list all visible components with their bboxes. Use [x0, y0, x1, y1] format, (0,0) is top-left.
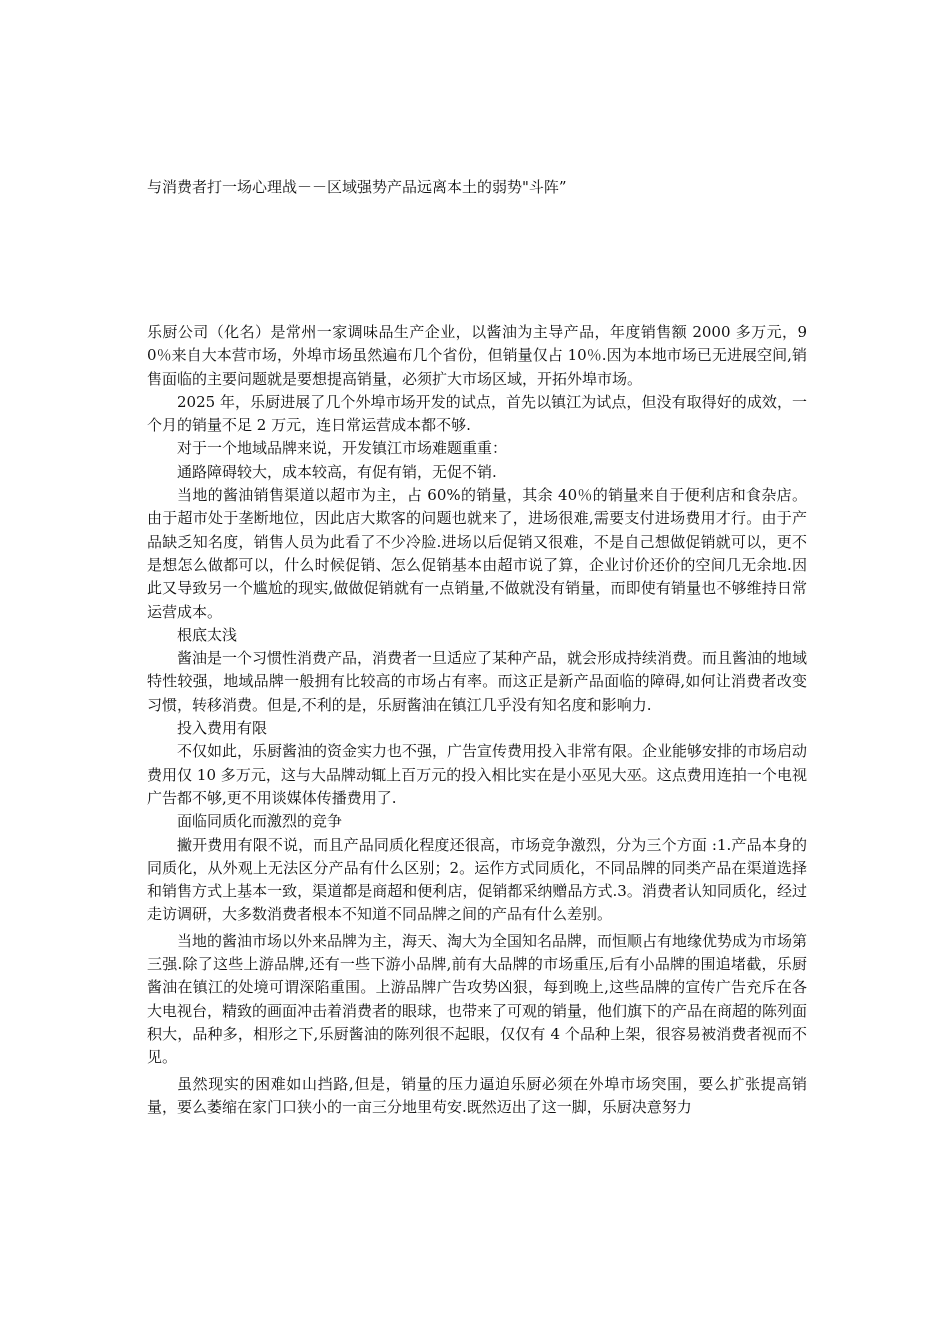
document-title: 与消费者打一场心理战－－区域强势产品远离本土的弱势"斗阵” [147, 178, 567, 196]
paragraph: 酱油是一个习惯性消费产品，消费者一旦适应了某种产品，就会形成持续消费。而且酱油的地域特性较强，地域品牌一般拥有比较高的市场占有率。而这正是新产品面临的障碍,如何让消费者改变习惯，转移消费。但是,不利的是，乐厨酱油在镇江几乎没有知名度和影响力. [147, 649, 808, 714]
section-heading: 投入费用有限 [177, 719, 268, 738]
paragraph: 通路障碍较大，成本较高，有促有销，无促不销. [177, 462, 497, 481]
paragraph: 当地的酱油销售渠道以超市为主，占 60%的销量，其余 40％的销量来自于便利店和食杂店。由于超市处于垄断地位，因此店大欺客的问题也就来了，进场很难,需要支付进场费用才行。由于产品缺乏知名度，销售人员为此看了不少冷脸.进场以后促销又很难，不是自己想做促销就可以，更不是想怎么做都可以，什么时候促销、怎么促销基本由超市说了算，企业讨价还价的空间几无余地.因此又导致另一个尴尬的现实,做做促销就有一点销量,不做就没有销量，而即使有销量也不够维持日常运营成本。 [147, 486, 807, 621]
section-heading: 面临同质化而激烈的竞争 [177, 812, 343, 831]
paragraph: 不仅如此，乐厨酱油的资金实力也不强，广告宣传费用投入非常有限。企业能够安排的市场启动费用仅 10 多万元，这与大品牌动辄上百万元的投入相比实在是小巫见大巫。这点费用连拍一个电视广告都不够,更不用谈媒体传播费用了. [147, 742, 808, 807]
paragraph: 虽然现实的困难如山挡路,但是，销量的压力逼迫乐厨必须在外埠市场突围，要么扩张提高销量，要么萎缩在家门口狭小的一亩三分地里苟安.既然迈出了这一脚，乐厨决意努力 [147, 1074, 807, 1116]
paragraph: 当地的酱油市场以外来品牌为主，海天、淘大为全国知名品牌，而恒顺占有地缘优势成为市场第三强.除了这些上游品牌,还有一些下游小品牌,前有大品牌的市场重压,后有小品牌的围追堵截，乐厨酱油在镇江的处境可谓深陷重围。上游品牌广告攻势凶狠，每到晚上,这些品牌的宣传广告充斥在各大电视台，精致的画面冲击着消费者的眼球，也带来了可观的销量，他们旗下的产品在商超的陈列面积大，品种多，相形之下,乐厨酱油的陈列很不起眼，仅仅有 4 个品种上架，很容易被消费者视而不见。 [147, 931, 808, 1067]
section-heading: 根底太浅 [177, 625, 238, 644]
paragraph: 乐厨公司（化名）是常州一家调味品生产企业，以酱油为主导产品，年度销售额 2000 多万元，90％来自大本营市场，外埠市场虽然遍布几个省份，但销量仅占 10％.因为本地市场已无进展空间,销售面临的主要问题就是要想提高销量，必须扩大市场区域，开拓外埠市场。 [147, 323, 807, 388]
paragraph: 2025 年，乐厨进展了几个外埠市场开发的试点，首先以镇江为试点，但没有取得好的成效，一个月的销量不足 2 万元，连日常运营成本都不够. [147, 392, 807, 435]
paragraph: 对于一个地域品牌来说，开发镇江市场难题重重： [177, 439, 508, 458]
paragraph: 撇开费用有限不说，而且产品同质化程度还很高，市场竞争激烈，分为三个方面 :1.产品本身的同质化，从外观上无法区分产品有什么区别；2。运作方式同质化，不同品牌的同类产品在渠道选择和销售方式上基本一致，渠道都是商超和便利店，促销都采纳赠品方式.3。消费者认知同质化，经过走访调研，大多数消费者根本不知道不同品牌之间的产品有什么差别。 [147, 835, 807, 924]
document-body [147, 321, 807, 1119]
